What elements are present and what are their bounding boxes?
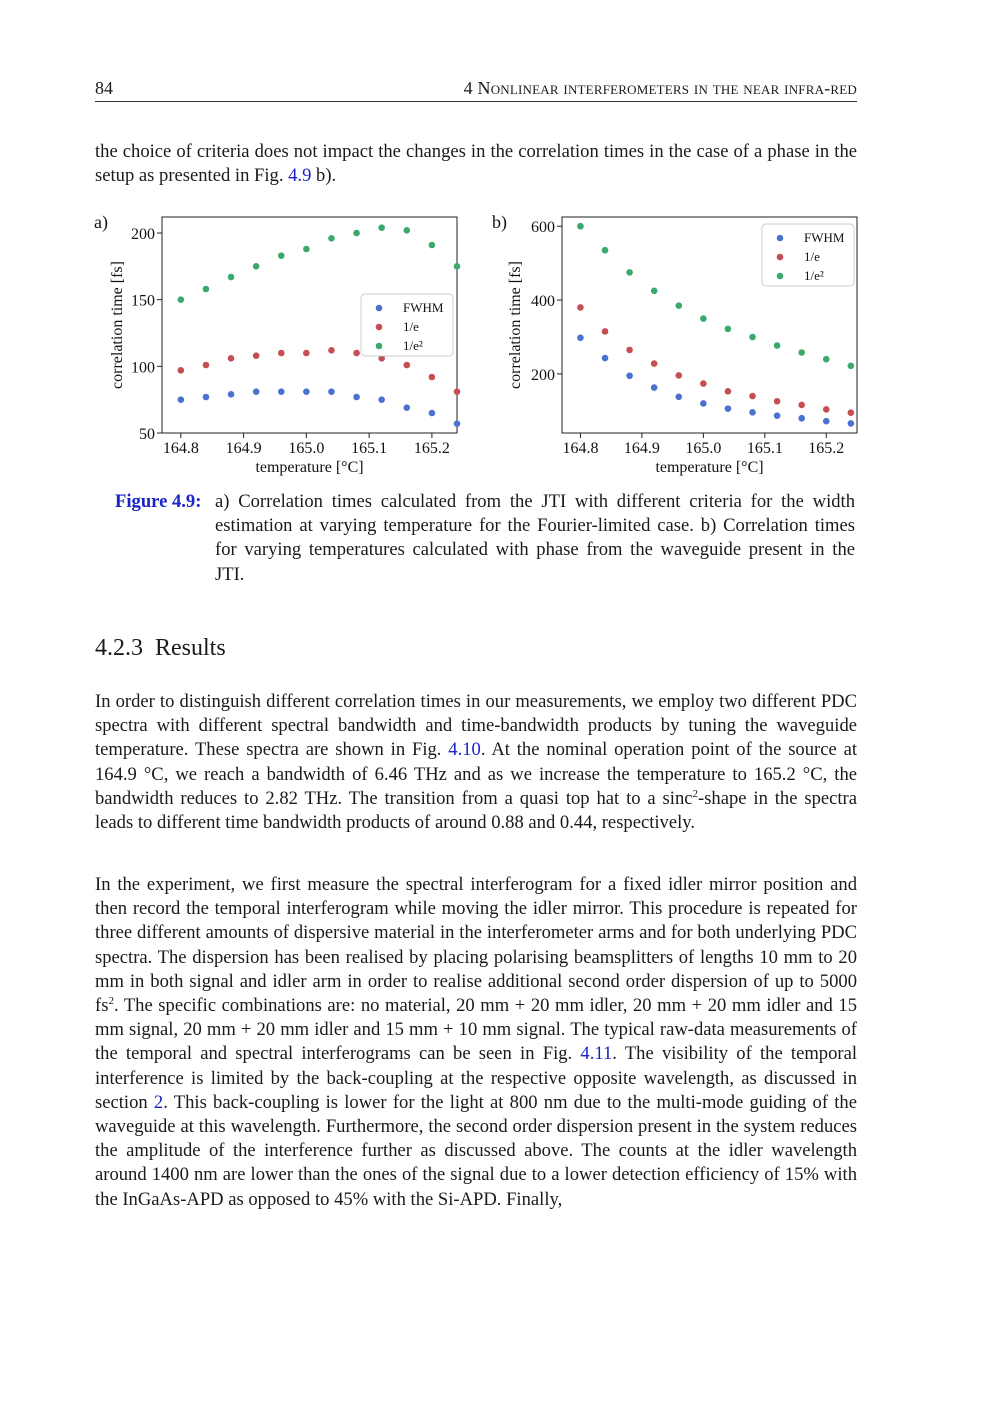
superscript: 2 xyxy=(108,994,114,1007)
legend-marker xyxy=(777,254,784,261)
results-paragraph-1 xyxy=(95,690,857,835)
y-tick-label: 200 xyxy=(531,366,555,384)
data-point-1e xyxy=(651,360,658,367)
data-point-1e xyxy=(429,242,436,249)
data-point-1e xyxy=(353,230,360,237)
section-number: 4.2.3 xyxy=(95,635,143,661)
data-point-1e xyxy=(454,388,461,395)
para2-text: . The specific combinations are: no material, 20 mm + 20 mm idler, 20 mm + 20 mm idler and 15 mm signal, 20 mm + 20 mm idler and 15 mm + 10 mm signal. The typical raw-data measurements of the temporal and spectral interferograms can be seen in Fig. xyxy=(95,995,857,1065)
running-header xyxy=(95,76,857,102)
data-point-1e xyxy=(798,349,805,356)
data-point-fwhm xyxy=(328,388,335,395)
data-point-1e xyxy=(253,352,260,359)
data-point-fwhm xyxy=(178,396,185,403)
data-point-1e xyxy=(454,263,461,270)
section-ref-link[interactable]: 2 xyxy=(153,1091,164,1113)
chapter-title: 4 Nonlinear interferometers in the near infra-red xyxy=(463,78,857,98)
data-point-1e xyxy=(378,224,385,231)
data-point-1e xyxy=(626,347,633,354)
data-point-fwhm xyxy=(253,388,260,395)
legend-label: 1/e xyxy=(403,319,419,334)
page-number: 84 xyxy=(95,78,113,98)
data-point-fwhm xyxy=(823,418,830,425)
y-axis-label: correlation time [fs] xyxy=(507,261,524,389)
data-point-fwhm xyxy=(725,405,732,412)
x-tick-label: 165.0 xyxy=(685,440,722,457)
intro-text-end: b). xyxy=(311,165,337,187)
data-point-1e xyxy=(328,235,335,242)
y-tick-label: 600 xyxy=(531,219,555,237)
data-point-fwhm xyxy=(577,334,584,341)
y-tick-label: 150 xyxy=(131,292,155,310)
data-point-1e xyxy=(429,374,436,381)
figure-ref-link[interactable]: 4.11 xyxy=(580,1043,613,1065)
intro-paragraph xyxy=(95,140,857,188)
x-tick-label: 165.1 xyxy=(746,440,783,457)
data-point-fwhm xyxy=(675,394,682,401)
data-point-1e xyxy=(725,388,732,395)
figure-ref-link[interactable]: 4.9 xyxy=(288,165,312,187)
legend-label: FWHM xyxy=(403,300,444,315)
data-point-1e xyxy=(725,326,732,333)
data-point-fwhm xyxy=(749,409,756,416)
legend-marker xyxy=(376,324,383,331)
y-tick-label: 50 xyxy=(139,426,155,443)
para2-text: . The visibility of the temporal interference is limited by the back-coupling at the respective opposite wavelength, as discussed in section xyxy=(95,1043,858,1113)
data-point-1e xyxy=(303,350,310,357)
data-point-1e xyxy=(228,274,235,281)
data-point-fwhm xyxy=(700,400,707,407)
data-point-1e xyxy=(823,356,830,363)
data-point-1e xyxy=(203,362,210,369)
data-point-1e xyxy=(403,227,410,234)
data-point-1e xyxy=(848,409,855,416)
section-heading xyxy=(95,635,226,662)
data-point-1e xyxy=(675,302,682,309)
section-title: Results xyxy=(155,635,226,661)
data-point-fwhm xyxy=(303,388,310,395)
data-point-1e xyxy=(848,363,855,370)
data-point-1e xyxy=(626,269,633,276)
data-point-1e xyxy=(749,393,756,400)
para1-text: In order to distinguish different correlation times in our measurements, we employ two different PDC spectra with different spectral bandwidth and time-bandwidth products by tuning the waveguide temperature. These spectra are shown in Fig. xyxy=(95,691,857,761)
data-point-1e xyxy=(228,355,235,362)
data-point-fwhm xyxy=(429,410,436,417)
data-point-1e xyxy=(178,367,185,374)
data-point-fwhm xyxy=(651,384,658,391)
data-point-1e xyxy=(403,362,410,369)
data-point-1e xyxy=(203,286,210,293)
data-point-fwhm xyxy=(848,420,855,427)
data-point-1e xyxy=(700,380,707,387)
data-point-1e xyxy=(278,350,285,357)
data-point-1e xyxy=(602,247,609,254)
data-point-1e xyxy=(328,347,335,354)
data-point-1e xyxy=(602,328,609,335)
chart-a xyxy=(92,208,472,478)
data-point-1e xyxy=(253,263,260,270)
data-point-1e xyxy=(700,315,707,322)
data-point-1e xyxy=(823,406,830,413)
x-tick-label: 165.1 xyxy=(351,440,388,457)
x-tick-label: 164.8 xyxy=(162,440,199,457)
x-tick-label: 164.9 xyxy=(623,440,660,457)
intro-text: the choice of criteria does not impact the changes in the correlation times in the case of a phase in the setup as presented in Fig. xyxy=(95,141,857,187)
data-point-fwhm xyxy=(378,396,385,403)
x-axis-label: temperature [°C] xyxy=(255,459,364,476)
data-point-1e xyxy=(675,372,682,379)
data-point-fwhm xyxy=(203,394,210,401)
para1-text: -shape in the spectra leads to different time bandwidth products of around 0.88 and 0.44, respectively. xyxy=(95,787,857,834)
x-axis-label: temperature [°C] xyxy=(655,459,764,476)
figure-panel-b xyxy=(490,208,870,478)
y-tick-label: 400 xyxy=(531,293,555,311)
caption-text: a) Correlation times calculated from the JTI with different criteria for the width estimation at varying temperature for the Fourier-limited case. b) Correlation times for varying temperatures calculated with phase from the waveguide present in the JTI. xyxy=(215,491,855,585)
data-point-1e xyxy=(178,296,185,303)
data-point-1e xyxy=(353,350,360,357)
data-point-1e xyxy=(278,252,285,259)
data-point-1e xyxy=(749,334,756,341)
x-tick-label: 165.2 xyxy=(413,440,450,457)
data-point-fwhm xyxy=(798,415,805,422)
x-tick-label: 164.9 xyxy=(225,440,262,457)
legend-label: 1/e² xyxy=(403,338,423,353)
x-tick-label: 165.0 xyxy=(288,440,325,457)
data-point-1e xyxy=(798,402,805,409)
y-tick-label: 200 xyxy=(131,226,155,243)
data-point-fwhm xyxy=(454,420,461,427)
panel-label: a) xyxy=(94,212,108,232)
legend-label: 1/e² xyxy=(804,268,824,283)
panel-label: b) xyxy=(492,212,507,232)
results-paragraph-2 xyxy=(95,873,857,1212)
para1-text: . At the nominal operation point of the source at 164.9 °C, we reach a bandwidth of 6.46 THz and as we increase the temperature to 165.2 °C, the bandwidth reduces to 2.82 THz. The transition from a quasi top hat to a sinc xyxy=(95,739,857,809)
data-point-fwhm xyxy=(278,388,285,395)
legend-marker xyxy=(777,235,784,242)
figure-panel-a xyxy=(92,208,472,478)
legend-marker xyxy=(376,305,383,312)
superscript: 2 xyxy=(692,787,698,800)
data-point-fwhm xyxy=(774,412,781,419)
legend-label: 1/e xyxy=(804,249,820,264)
para2-text: . This back-coupling is lower for the light at 800 nm due to the multi-mode guiding of the waveguide at this wavelength. Furthermore, the second order dispersion present in the system reduces the amplitude of the interference further as discussed above. The counts at the idler wavelength around 1400 nm are lower than the ones of the signal due to a lower detection efficiency of 15% with the InGaAs-APD as opposed to 45% with the Si-APD. Finally, xyxy=(95,1091,857,1210)
legend-marker xyxy=(777,273,784,280)
data-point-fwhm xyxy=(353,394,360,401)
y-tick-label: 100 xyxy=(131,359,155,377)
data-point-1e xyxy=(651,288,658,295)
data-point-1e xyxy=(303,246,310,253)
data-point-fwhm xyxy=(626,372,633,379)
data-point-1e xyxy=(774,398,781,405)
caption-label: Figure 4.9: xyxy=(115,491,202,512)
data-point-fwhm xyxy=(602,355,609,362)
data-point-1e xyxy=(577,304,584,311)
legend-label: FWHM xyxy=(804,230,845,245)
data-point-1e xyxy=(774,342,781,349)
y-axis-label: correlation time [fs] xyxy=(109,261,126,389)
data-point-fwhm xyxy=(403,404,410,411)
x-tick-label: 165.2 xyxy=(808,440,845,457)
legend-marker xyxy=(376,343,383,350)
x-tick-label: 164.8 xyxy=(562,440,599,457)
chart-b xyxy=(490,208,870,478)
figure-ref-link[interactable]: 4.10 xyxy=(448,739,481,761)
data-point-fwhm xyxy=(228,391,235,398)
data-point-1e xyxy=(577,223,584,230)
para2-text: In the experiment, we first measure the spectral interferogram for a fixed idler mirror position and then record the temporal interferogram while moving the idler mirror. This procedure is repeated for three different amounts of dispersive material in the interferometer arms and for both underlying PDC spectra. The dispersion has been realised by placing polarising beamsplitters of lengths 10 mm to 20 mm in both signal and idler arm in order to realise additional second order dispersion of up to 5000 fs xyxy=(95,874,857,1017)
